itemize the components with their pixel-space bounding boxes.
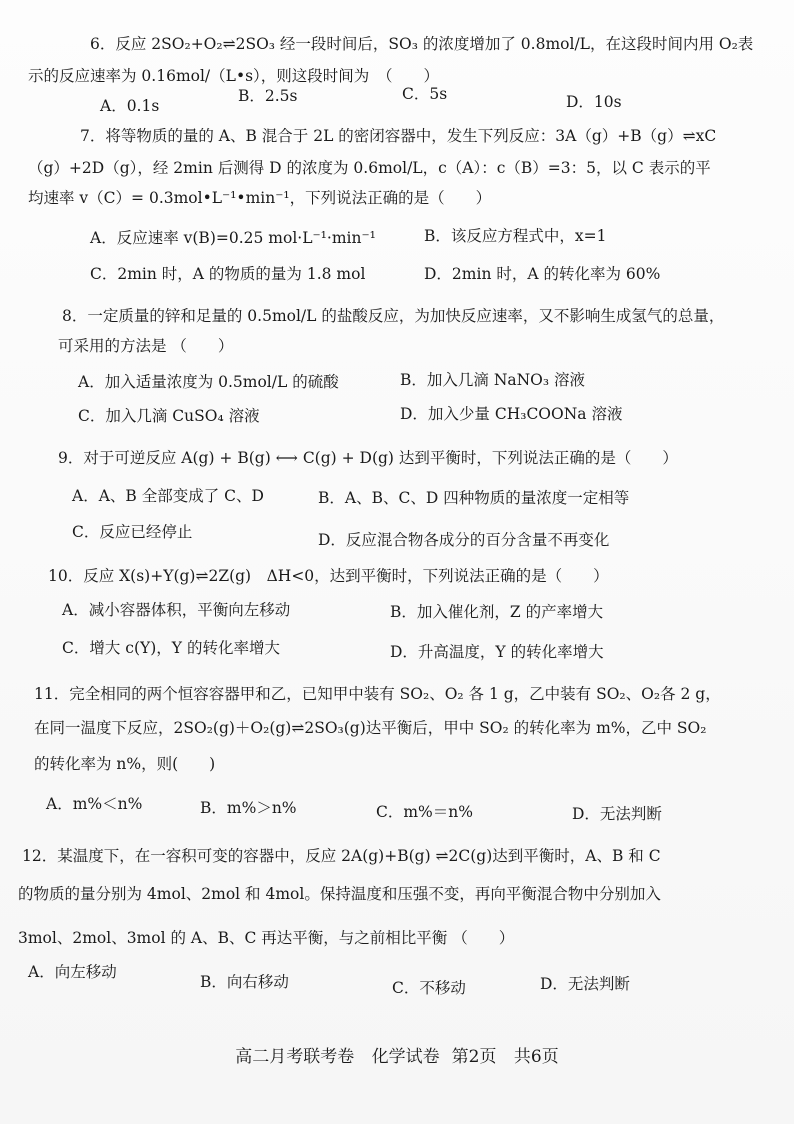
question-12-option-b: B．向右移动 — [200, 973, 289, 991]
footer-subject: 化学试卷 — [371, 1047, 440, 1067]
question-11-option-b: B．m%＞n% — [200, 799, 297, 817]
question-8-option-d: D．加入少量 CH₃COONa 溶液 — [400, 405, 623, 423]
question-10-option-c: C．增大 c(Y)，Y 的转化率增大 — [62, 639, 280, 657]
question-11-option-a: A．m%＜n% — [46, 795, 143, 813]
question-9-option-c: C．反应已经停止 — [72, 523, 193, 541]
question-12-line-1: 12．某温度下，在一容积可变的容器中，反应 2A(g)+B(g) ⇌2C(g)达到平衡时，A、B 和 C — [22, 847, 661, 865]
question-7-option-b: B．该反应方程式中，x=1 — [424, 227, 607, 245]
question-10-line-1: 10．反应 X(s)+Y(g)⇌2Z(g) ΔH<0，达到平衡时，下列说法正确的是（ ） — [48, 567, 609, 585]
question-11-line-2: 在同一温度下反应，2SO₂(g)＋O₂(g)⇌2SO₃(g)达平衡后，甲中 SO₂ 的转化率为 m%，乙中 SO₂ — [34, 719, 707, 737]
question-12-option-c: C．不移动 — [392, 979, 466, 997]
question-9-option-b: B．A、B、C、D 四种物质的量浓度一定相等 — [318, 489, 630, 507]
question-7-option-c: C．2min 时，A 的物质的量为 1.8 mol — [90, 265, 366, 283]
question-8-option-c: C．加入几滴 CuSO₄ 溶液 — [78, 407, 260, 425]
footer-exam-name: 高二月考联考卷 — [235, 1047, 355, 1067]
question-11-option-c: C．m%＝n% — [376, 803, 473, 821]
question-7-line-3: 均速率 v（C）= 0.3mol•L⁻¹•min⁻¹，下列说法正确的是（ ） — [28, 189, 492, 207]
footer-page-number: 第2页 — [451, 1047, 497, 1067]
question-8-line-2: 可采用的方法是 （ ） — [58, 337, 234, 355]
question-6-option-b: B．2.5s — [238, 87, 298, 105]
question-12-option-d: D．无法判断 — [540, 975, 630, 993]
footer-total-pages: 共6页 — [513, 1047, 559, 1067]
question-11-option-d: D．无法判断 — [572, 805, 662, 823]
question-7-option-d: D．2min 时，A 的转化率为 60% — [424, 265, 661, 283]
question-12-option-a: A．向左移动 — [28, 963, 117, 981]
question-6-option-d: D．10s — [566, 93, 622, 111]
question-9-line-1: 9．对于可逆反应 A(g) + B(g) ⟷ C(g) + D(g) 达到平衡时，下列说法正确的是（ ） — [58, 449, 678, 467]
question-6-option-c: C．5s — [402, 85, 448, 103]
question-10-option-b: B．加入催化剂，Z 的产率增大 — [390, 603, 604, 621]
question-7-line-2: （g）+2D（g），经 2min 后测得 D 的浓度为 0.6mol/L，c（A）：c（B）=3：5，以 C 表示的平 — [28, 159, 711, 177]
question-8-line-1: 8．一定质量的锌和足量的 0.5mol/L 的盐酸反应，为加快反应速率，又不影响生成氢气的总量， — [62, 307, 725, 325]
question-6-option-a: A．0.1s — [100, 97, 160, 115]
question-8-option-a: A．加入适量浓度为 0.5mol/L 的硫酸 — [78, 373, 339, 391]
question-12-line-2: 的物质的量分别为 4mol、2mol 和 4mol。保持温度和压强不变，再向平衡混合物中分别加入 — [18, 885, 661, 903]
page-footer — [0, 1046, 794, 1068]
question-7-option-a: A．反应速率 v(B)=0.25 mol·L⁻¹·min⁻¹ — [90, 229, 376, 247]
question-10-option-a: A．减小容器体积，平衡向左移动 — [62, 601, 291, 619]
question-11-line-1: 11．完全相同的两个恒容容器甲和乙，已知甲中装有 SO₂、O₂ 各 1 g，乙中装有 SO₂、O₂各 2 g， — [34, 685, 721, 703]
question-6-line-1: 6．反应 2SO₂+O₂⇌2SO₃ 经一段时间后，SO₃ 的浓度增加了 0.8mol/L，在这段时间内用 O₂表 — [90, 35, 754, 53]
question-11-line-3: 的转化率为 n%，则( ) — [34, 755, 216, 773]
question-12-line-3: 3mol、2mol、3mol 的 A、B、C 再达平衡，与之前相比平衡 （ ） — [18, 929, 515, 947]
question-7-line-1: 7．将等物质的量的 A、B 混合于 2L 的密闭容器中，发生下列反应：3A（g）+B（g）⇌xC — [80, 127, 717, 145]
question-9-option-d: D．反应混合物各成分的百分含量不再变化 — [318, 531, 610, 549]
question-6-line-2: 示的反应速率为 0.16mol/（L•s），则这段时间为 （ ） — [28, 67, 440, 85]
question-10-option-d: D．升高温度，Y 的转化率增大 — [390, 643, 604, 661]
question-8-option-b: B．加入几滴 NaNO₃ 溶液 — [400, 371, 586, 389]
question-9-option-a: A．A、B 全部变成了 C、D — [72, 487, 264, 505]
